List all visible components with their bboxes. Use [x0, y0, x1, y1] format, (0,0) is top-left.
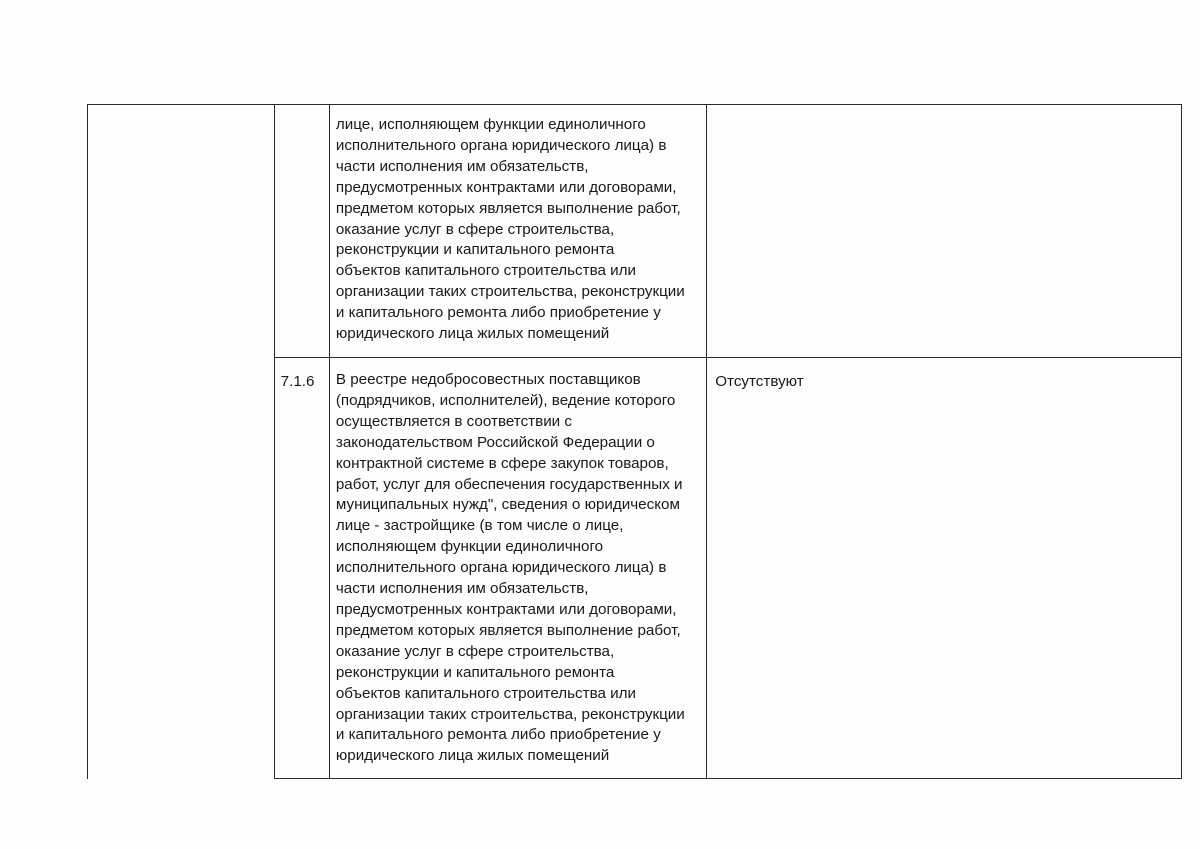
description-line: лице - застройщике (в том числе о лице, — [335, 517, 624, 535]
description-line: оказание услуг в сфере строительства, — [335, 220, 615, 238]
item-number-cell — [274, 105, 329, 358]
description-line: осуществляется в соответствии с — [335, 412, 572, 430]
item-value-cell — [707, 105, 1182, 358]
description-line: реконструкции и капитального ремонта — [335, 241, 615, 259]
section-cell — [88, 105, 275, 358]
description-line: и капитального ремонта либо приобретение у — [335, 726, 661, 744]
item-description-cell — [329, 105, 706, 358]
item-value-cell — [707, 358, 1182, 779]
description-line: организации таких строительства, реконструкции — [335, 705, 685, 723]
description-line: исполнительного органа юридического лица) в — [335, 136, 667, 154]
description-line: организации таких строительства, реконструкции — [335, 283, 685, 301]
description-line: юридического лица жилых помещений — [335, 325, 610, 343]
description-line: предусмотренных контрактами или договорами, — [335, 178, 677, 196]
description-line: юридического лица жилых помещений — [335, 747, 610, 765]
item-number: 7.1.6 — [280, 373, 315, 390]
description-line: части исполнения им обязательств, — [335, 580, 589, 598]
description-line: предметом которых является выполнение работ, — [335, 199, 681, 217]
table-row — [88, 358, 1182, 779]
item-value: Отсутствуют — [715, 373, 804, 390]
description-line: предметом которых является выполнение работ, — [335, 621, 681, 639]
item-description-cell — [329, 358, 706, 779]
description-line: (подрядчиков, исполнителей), ведение которого — [335, 391, 676, 409]
table-row — [88, 105, 1182, 358]
description-line: работ, услуг для обеспечения государственных и — [335, 475, 683, 493]
disclosure-table — [87, 104, 1182, 779]
description-line: лице, исполняющем функции единоличного — [335, 116, 646, 133]
description-line: исполняющем функции единоличного — [335, 538, 604, 556]
description-line: и капитального ремонта либо приобретение у — [335, 304, 661, 322]
section-cell — [88, 358, 275, 779]
description-line: реконструкции и капитального ремонта — [335, 663, 615, 681]
description-line: исполнительного органа юридического лица) в — [335, 559, 667, 577]
description-line: контрактной системе в сфере закупок товаров, — [335, 454, 669, 472]
description-line: части исполнения им обязательств, — [335, 157, 589, 175]
description-line: В реестре недобросовестных поставщиков — [335, 371, 641, 388]
description-line: предусмотренных контрактами или договорами, — [335, 600, 677, 618]
description-line: объектов капитального строительства или — [335, 684, 636, 702]
item-number-cell — [274, 358, 329, 779]
description-line: оказание услуг в сфере строительства, — [335, 642, 615, 660]
description-line: объектов капитального строительства или — [335, 262, 636, 280]
description-line: муниципальных нужд", сведения о юридическом — [335, 496, 680, 514]
description-line: законодательством Российской Федерации о — [335, 433, 655, 451]
